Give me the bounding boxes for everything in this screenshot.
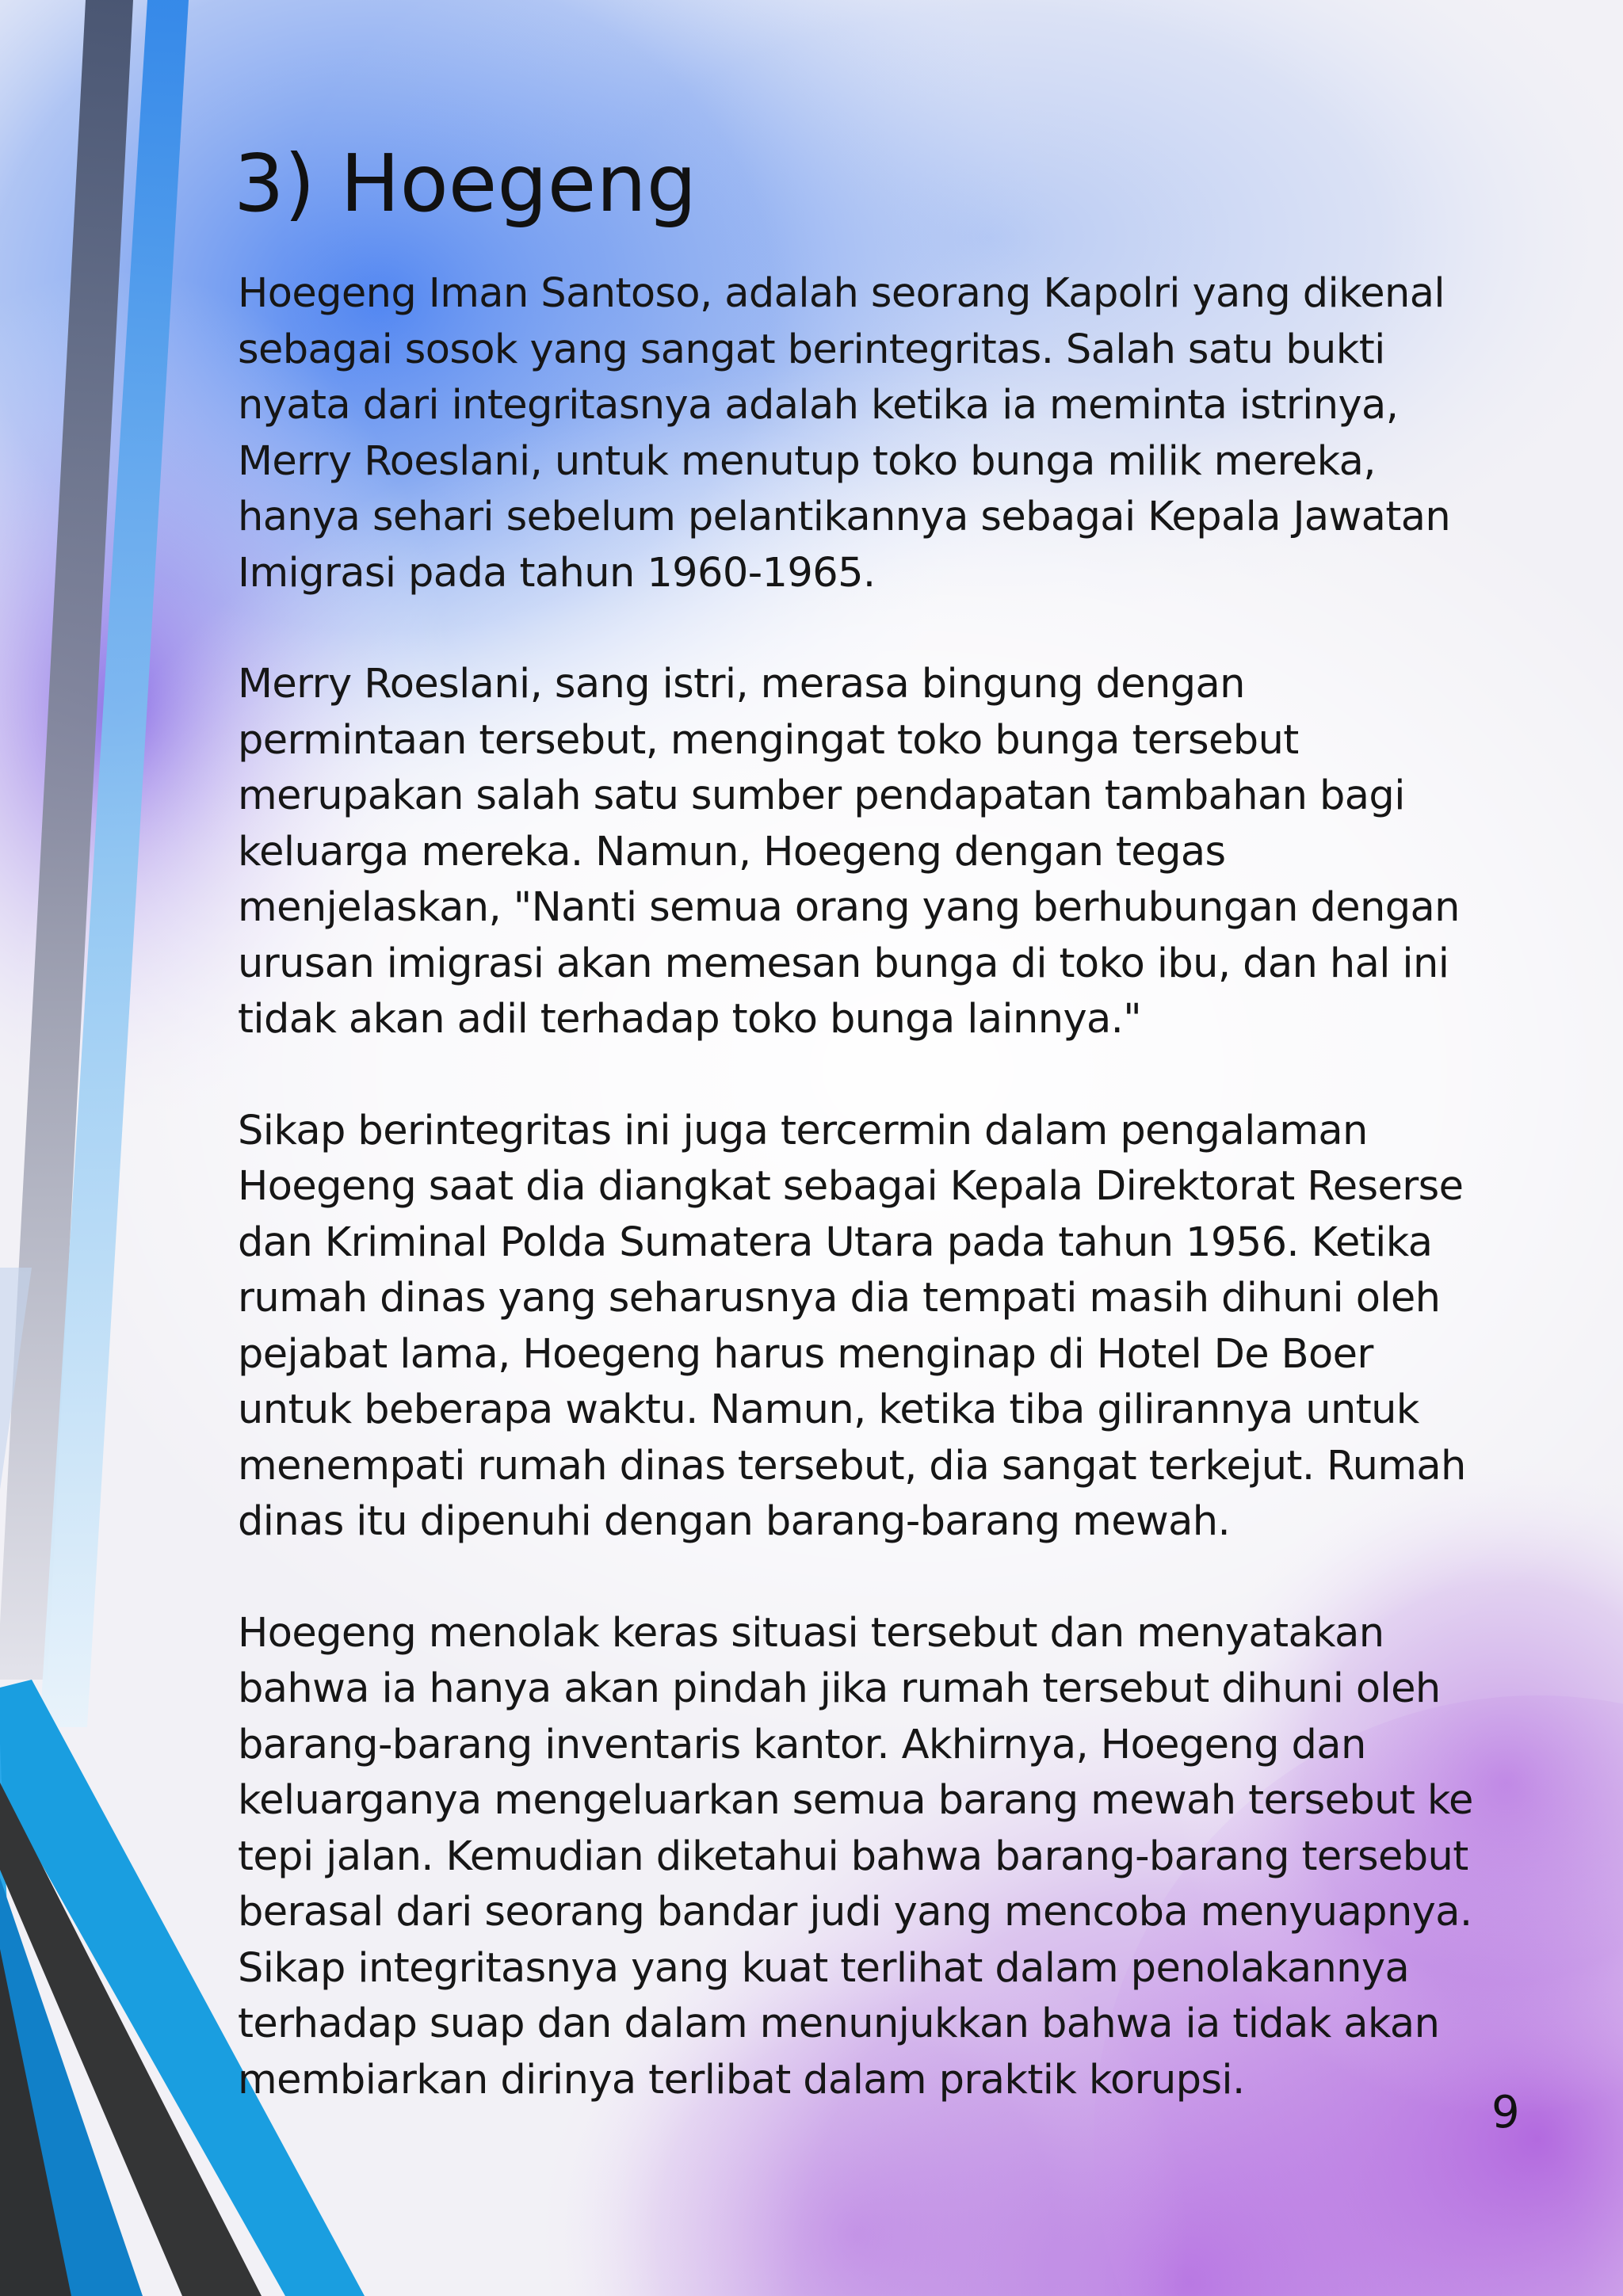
page-number: 9	[1491, 2087, 1520, 2138]
article-body	[238, 266, 1482, 2164]
page-title: 3) Hoegeng	[234, 137, 697, 230]
paragraph-2: Merry Roeslani, sang istri, merasa bingung dengan permintaan tersebut, mengingat toko bunga tersebut merupakan salah satu sumber pendapatan tambahan bagi keluarga mereka. Namun, Hoegeng dengan tegas menjelaskan, "Nanti semua orang yang berhubungan dengan urusan imigrasi akan memesan bunga di toko ibu, dan hal ini tidak akan adil terhadap toko bunga lainnya."	[238, 661, 1460, 1043]
paragraph-3: Sikap berintegritas ini juga tercermin dalam pengalaman Hoegeng saat dia diangkat sebagai Kepala Direktorat Reserse dan Kriminal Polda Sumatera Utara pada tahun 1956. Ketika rumah dinas yang seharusnya dia tempati masih dihuni oleh pejabat lama, Hoegeng harus menginap di Hotel De Boer untuk beberapa waktu. Namun, ketika tiba gilirannya untuk menempati rumah dinas tersebut, dia sangat terkejut. Rumah dinas itu dipenuhi dengan barang-barang mewah.	[238, 1107, 1466, 1545]
paragraph-1: Hoegeng Iman Santoso, adalah seorang Kapolri yang dikenal sebagai sosok yang sangat berintegritas. Salah satu bukti nyata dari integritasnya adalah ketika ia meminta istrinya, Merry Roeslani, untuk menutup toko bunga milik mereka, hanya sehari sebelum pelantikannya sebagai Kepala Jawatan Imigrasi pada tahun 1960-1965.	[238, 270, 1451, 597]
paragraph-4: Hoegeng menolak keras situasi tersebut dan menyatakan bahwa ia hanya akan pindah jika rumah tersebut dihuni oleh barang-barang inventaris kantor. Akhirnya, Hoegeng dan keluarganya mengeluarkan semua barang mewah tersebut ke tepi jalan. Kemudian diketahui bahwa barang-barang tersebut berasal dari seorang bandar judi yang mencoba menyuapnya. Sikap integritasnya yang kuat terlihat dalam penolakannya terhadap suap dan dalam menunjukkan bahwa ia tidak akan membiarkan dirinya terlibat dalam praktik korupsi.	[238, 1609, 1473, 2103]
